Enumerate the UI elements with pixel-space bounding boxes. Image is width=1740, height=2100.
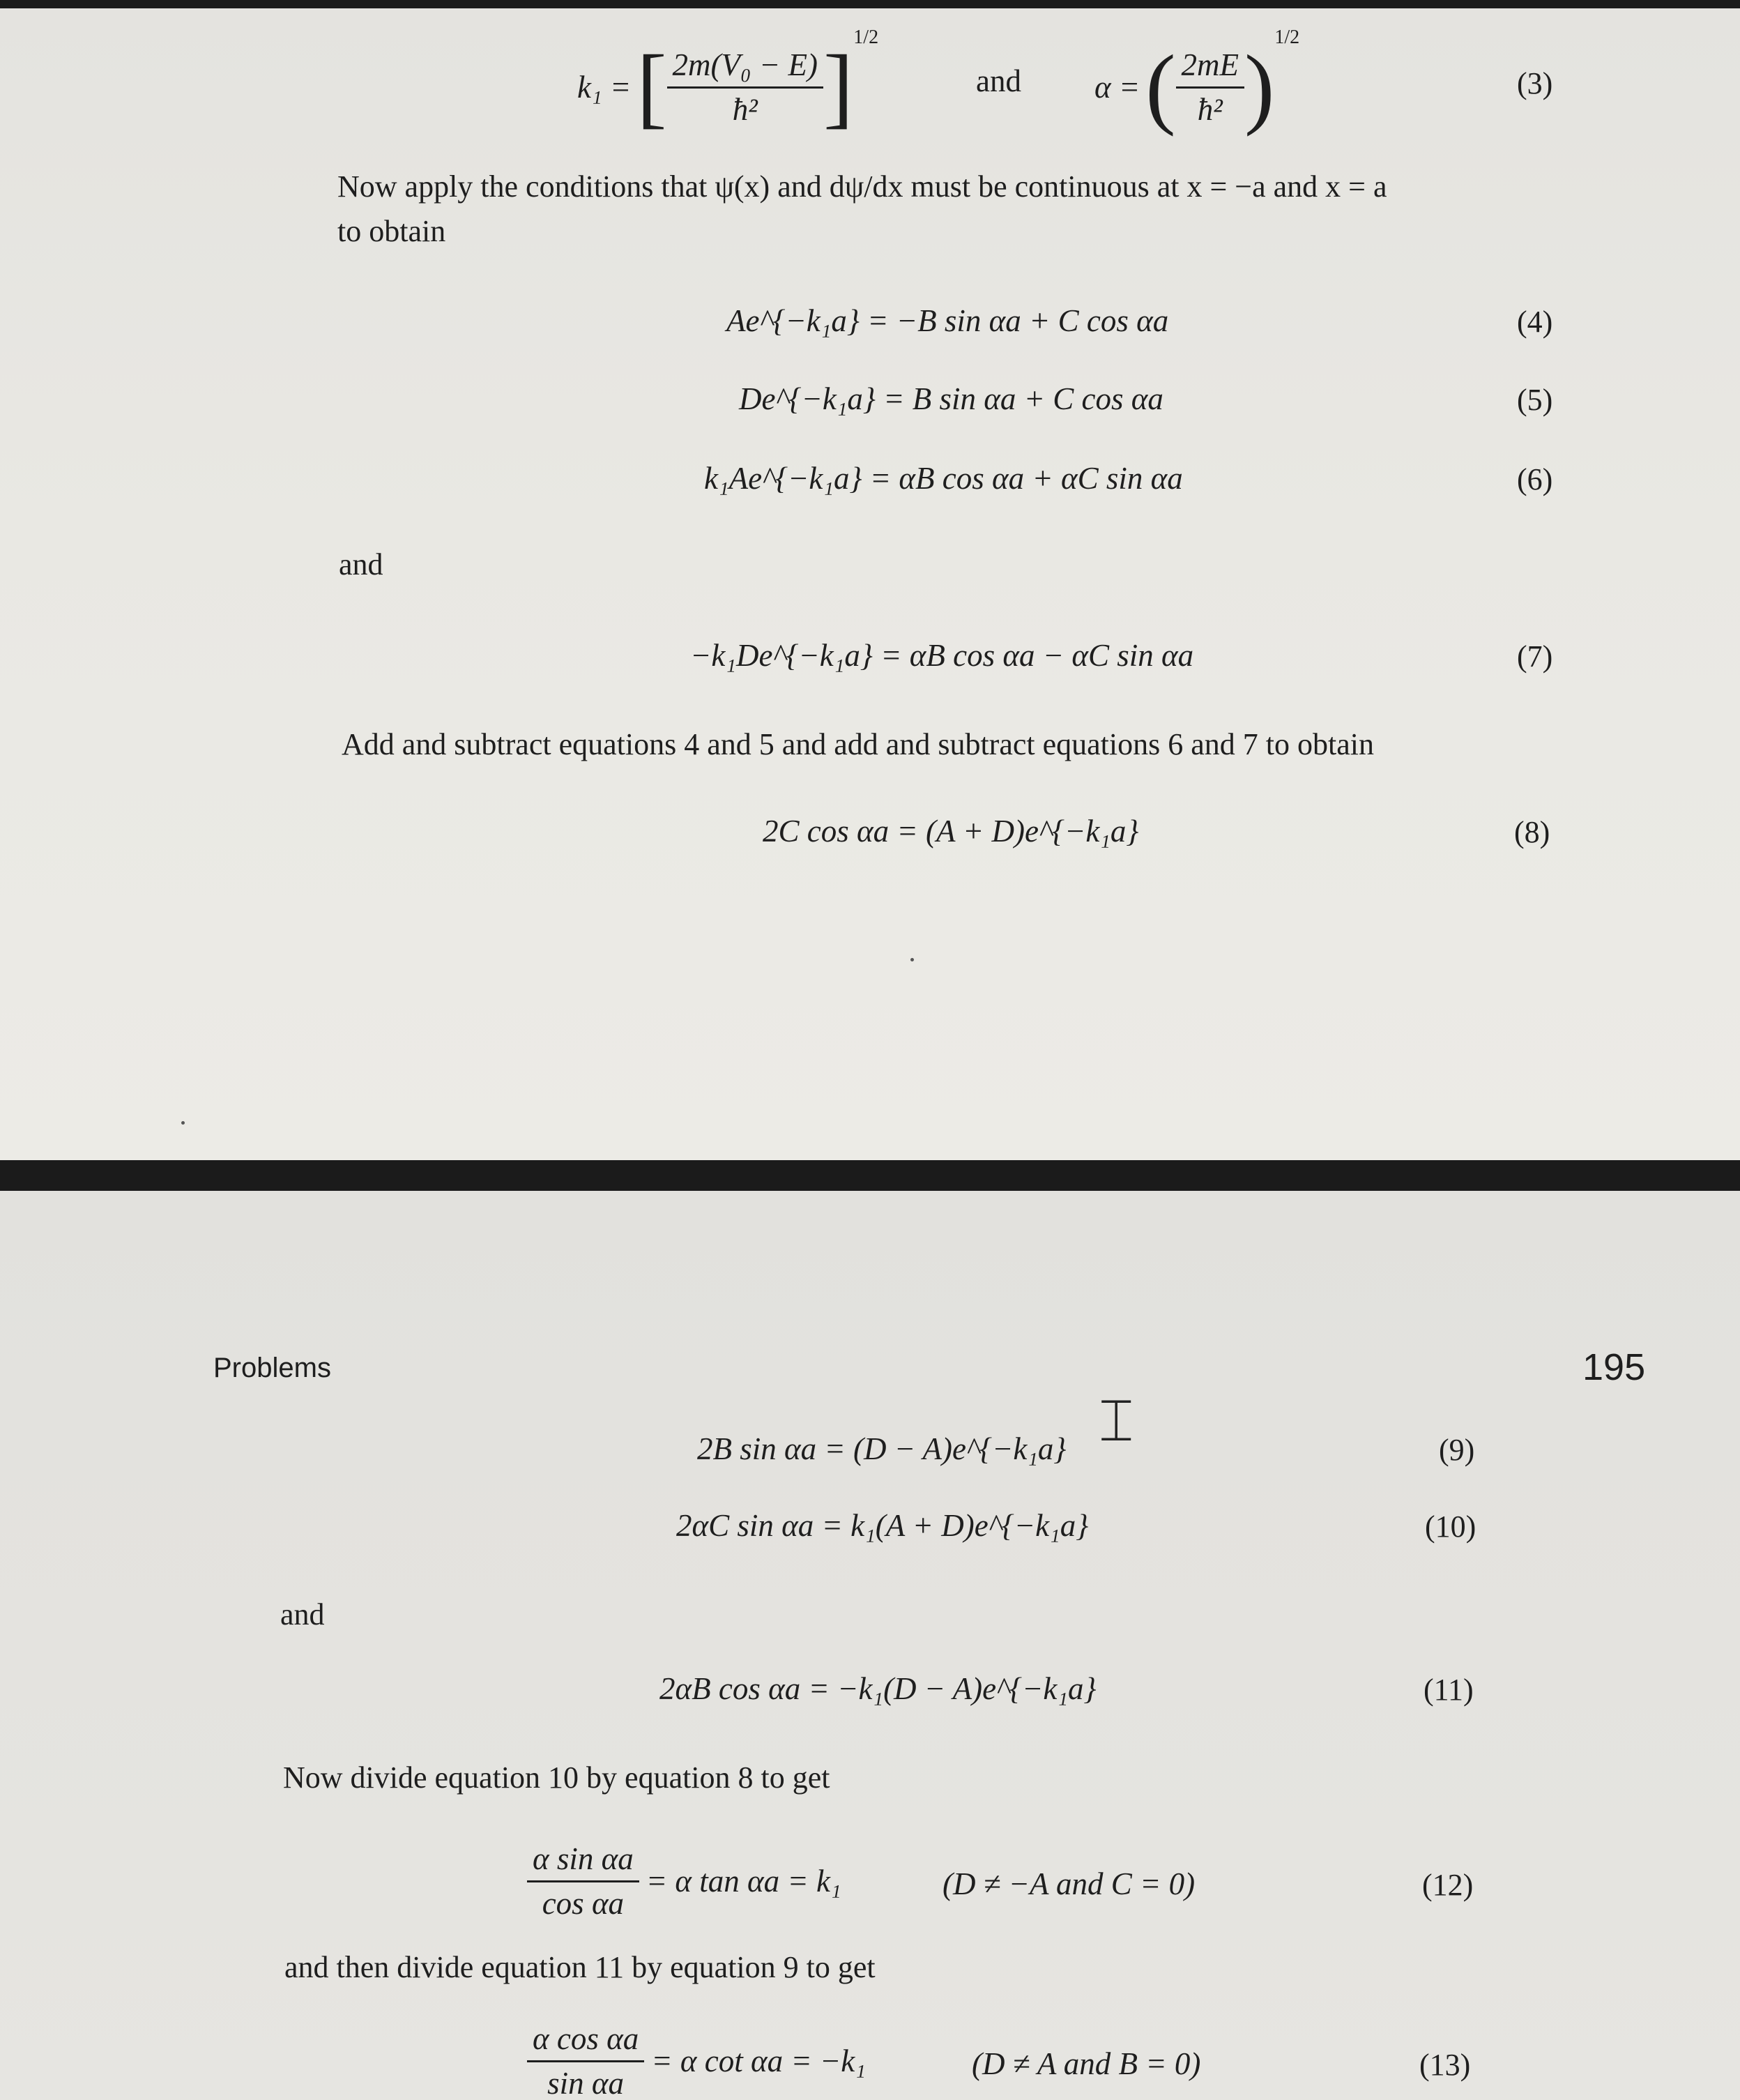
paragraph-1-line-2: to obtain (337, 214, 446, 248)
eq3-frac1-numerator: 2m(V₀ − E) (667, 50, 823, 89)
left-paren: ( (1145, 36, 1176, 137)
eq3-frac2-denominator: ħ² (1197, 91, 1223, 127)
eq12-number: (12) (1422, 1868, 1474, 1902)
eq5-number: (5) (1517, 383, 1553, 417)
eq9-number: (9) (1439, 1433, 1475, 1467)
paragraph-4: and then divide equation 11 by equation 9 to get (284, 1950, 876, 1984)
equation-5: De^{−k₁a} = B sin αa + C cos αa (739, 381, 1163, 416)
eq8-number: (8) (1514, 815, 1550, 849)
eq3-frac1-denominator: ħ² (732, 91, 758, 127)
eq3-fraction-2 (1176, 47, 1245, 127)
eq3-lhs: k₁ = (577, 69, 632, 105)
running-header: Problems (213, 1353, 331, 1383)
eq13-rest: = α cot αa = −k₁ (651, 2043, 866, 2078)
eq6-number: (6) (1517, 462, 1553, 496)
equation-4: Ae^{−k₁a} = −B sin αa + C cos αa (726, 303, 1169, 338)
speck (181, 1121, 185, 1125)
equation-8: 2C cos αa = (A + D)e^{−k₁a} (763, 814, 1139, 849)
page-number: 195 (1582, 1346, 1646, 1388)
bottom-page (0, 1191, 1740, 2100)
eq3-fraction-1 (667, 47, 823, 127)
eq3-exponent-1: 1/2 (853, 26, 879, 48)
eq3-alpha: α = (1094, 69, 1140, 105)
equation-3-alpha (1094, 26, 1300, 139)
equation-9: 2B sin αa = (D − A)e^{−k₁a} (697, 1431, 1067, 1466)
eq13-number: (13) (1419, 2048, 1471, 2082)
eq11-number: (11) (1424, 1673, 1474, 1707)
equation-6: k₁Ae^{−k₁a} = αB cos αa + αC sin αa (704, 461, 1183, 496)
eq3-exponent-2: 1/2 (1274, 26, 1300, 48)
eq10-number: (10) (1425, 1509, 1476, 1544)
paragraph-3: Now divide equation 10 by equation 8 to get (283, 1760, 830, 1795)
right-bracket: ] (823, 36, 854, 137)
eq13-condition: (D ≠ A and B = 0) (972, 2046, 1201, 2081)
equation-7: −k₁De^{−k₁a} = αB cos αa − αC sin αa (690, 638, 1194, 673)
eq7-number: (7) (1517, 639, 1553, 674)
text-cursor-icon: ⌶ (1099, 1386, 1134, 1454)
eq3-frac2-numerator: 2mE (1176, 50, 1245, 89)
speck (910, 958, 914, 961)
eq3-number: (3) (1517, 66, 1553, 100)
eq13-denominator: sin αa (547, 2065, 625, 2100)
eq4-number: (4) (1517, 305, 1553, 339)
equation-10: 2αC sin αa = k₁(A + D)e^{−k₁a} (676, 1508, 1089, 1543)
eq12-rest: = α tan αa = k₁ (646, 1863, 841, 1899)
equation-3 (577, 26, 879, 139)
paragraph-2: Add and subtract equations 4 and 5 and add and subtract equations 6 and 7 to obtain (342, 727, 1374, 761)
equation-13 (527, 2012, 866, 2100)
eq13-numerator: α cos αa (527, 2023, 644, 2062)
eq3-and: and (976, 63, 1021, 98)
eq12-numerator: α sin αa (527, 1843, 639, 1882)
eq12-denominator: cos αa (542, 1885, 625, 1921)
left-bracket: [ (636, 36, 667, 137)
eq13-fraction (527, 2023, 644, 2099)
paragraph-1-line-1: Now apply the conditions that ψ(x) and dψ/dx must be continuous at x = −a and x = a (337, 169, 1387, 204)
and-connector-1: and (339, 547, 383, 581)
and-connector-2: and (280, 1597, 325, 1631)
right-paren: ) (1244, 36, 1275, 137)
eq12-condition: (D ≠ −A and C = 0) (942, 1866, 1196, 1901)
top-page (0, 8, 1740, 1160)
equation-11: 2αB cos αa = −k₁(D − A)e^{−k₁a} (659, 1671, 1097, 1706)
equation-12 (527, 1832, 841, 1930)
eq12-fraction (527, 1843, 639, 1919)
